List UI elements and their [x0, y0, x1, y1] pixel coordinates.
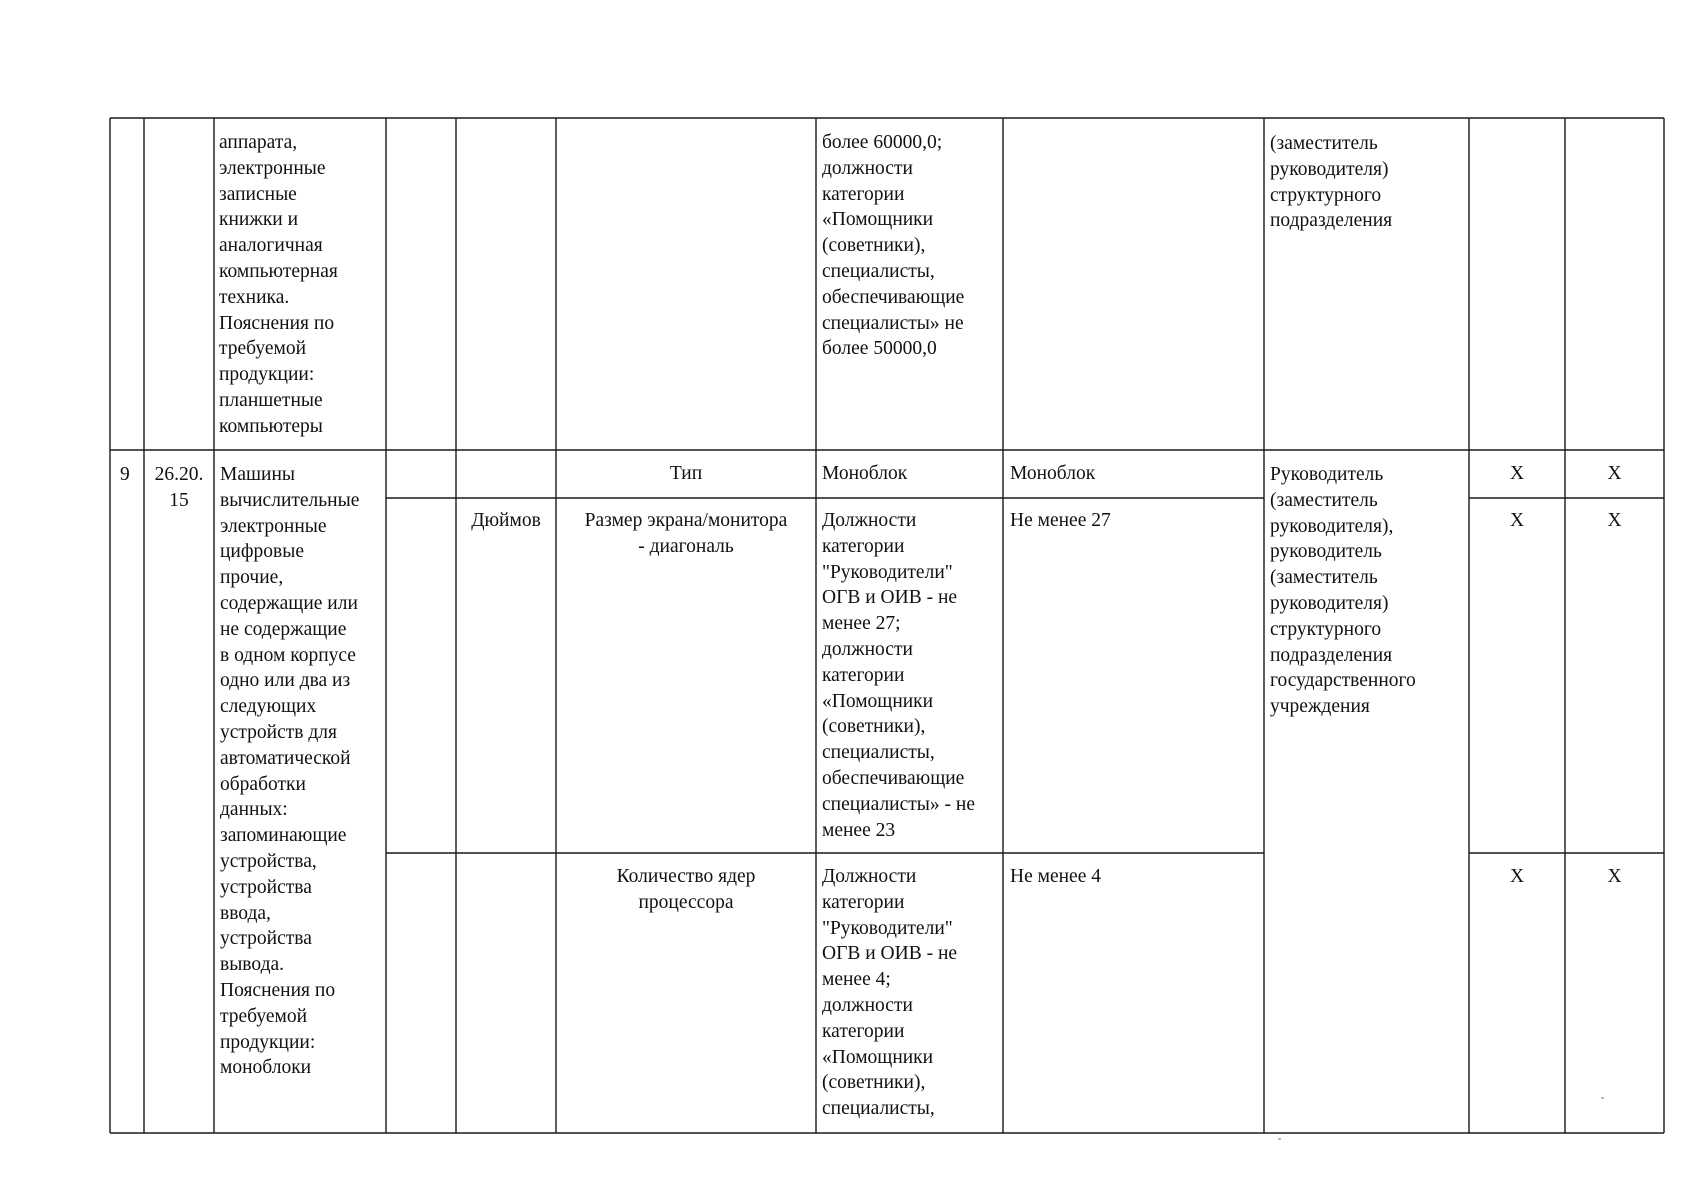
cell-values-continued: более 60000,0; должности категории «Помощники (советники), специалисты, обеспечивающие специалисты» не более 50000,0 — [822, 132, 965, 360]
cell-positions-continued: (заместитель руководителя) структурного подразделения — [1270, 133, 1393, 232]
cell-characteristic-cores: Количество ядер процессора — [616, 866, 756, 913]
cell-values-type: Моноблок — [822, 463, 908, 484]
cell-characteristic-type: Тип — [669, 463, 703, 484]
cell-value-all-cores: Не менее 4 — [1010, 866, 1101, 887]
cell-characteristic-screen: Размер экрана/монитора - диагональ — [584, 510, 788, 557]
cell-x2-cores: X — [1607, 866, 1622, 887]
cell-values-cores: Должности категории "Руководители" ОГВ и ОИВ - не менее 4; должности категории «Помощники (советники), специалисты, — [822, 866, 958, 1120]
cell-x2-type: X — [1607, 463, 1622, 484]
cell-x1-screen: X — [1509, 510, 1525, 531]
scan-speck — [1278, 1138, 1281, 1140]
cell-row-number: 9 — [120, 464, 130, 485]
cell-value-all-screen: Не менее 27 — [1010, 510, 1111, 531]
cell-unit-inches: Дюймов — [471, 510, 541, 531]
cell-x1-cores: X — [1509, 866, 1525, 887]
cell-x2-screen: X — [1607, 510, 1622, 531]
cell-value-all-type: Моноблок — [1010, 463, 1096, 484]
cell-x1-type: X — [1509, 463, 1525, 484]
cell-name-continued: аппарата, электронные записные книжки и аналогичная компьютерная техника. Пояснения по требуемой продукции: планшетные компьютеры — [219, 132, 338, 437]
cell-okpd-code: 26.20. 15 — [154, 464, 204, 511]
cell-positions-row9: Руководитель (заместитель руководителя), руководитель (заместитель руководителя) структурного подразделения государственного учреждения — [1270, 464, 1416, 718]
cell-values-screen: Должности категории "Руководители" ОГВ и ОИВ - не менее 27; должности категории «Помощники (советники), специалисты, обеспечивающие специалисты» - не менее 23 — [822, 510, 975, 841]
scan-speck — [1601, 1097, 1604, 1099]
cell-name-row9: Машины вычислительные электронные цифровые прочие, содержащие или не содержащие в одном корпусе одно или два из следующих устройств для автоматической обработки данных: запоминающие устройства, устройства ввода, устройства вывода. Пояснения по требуемой продукции: моноблоки — [220, 464, 360, 1079]
